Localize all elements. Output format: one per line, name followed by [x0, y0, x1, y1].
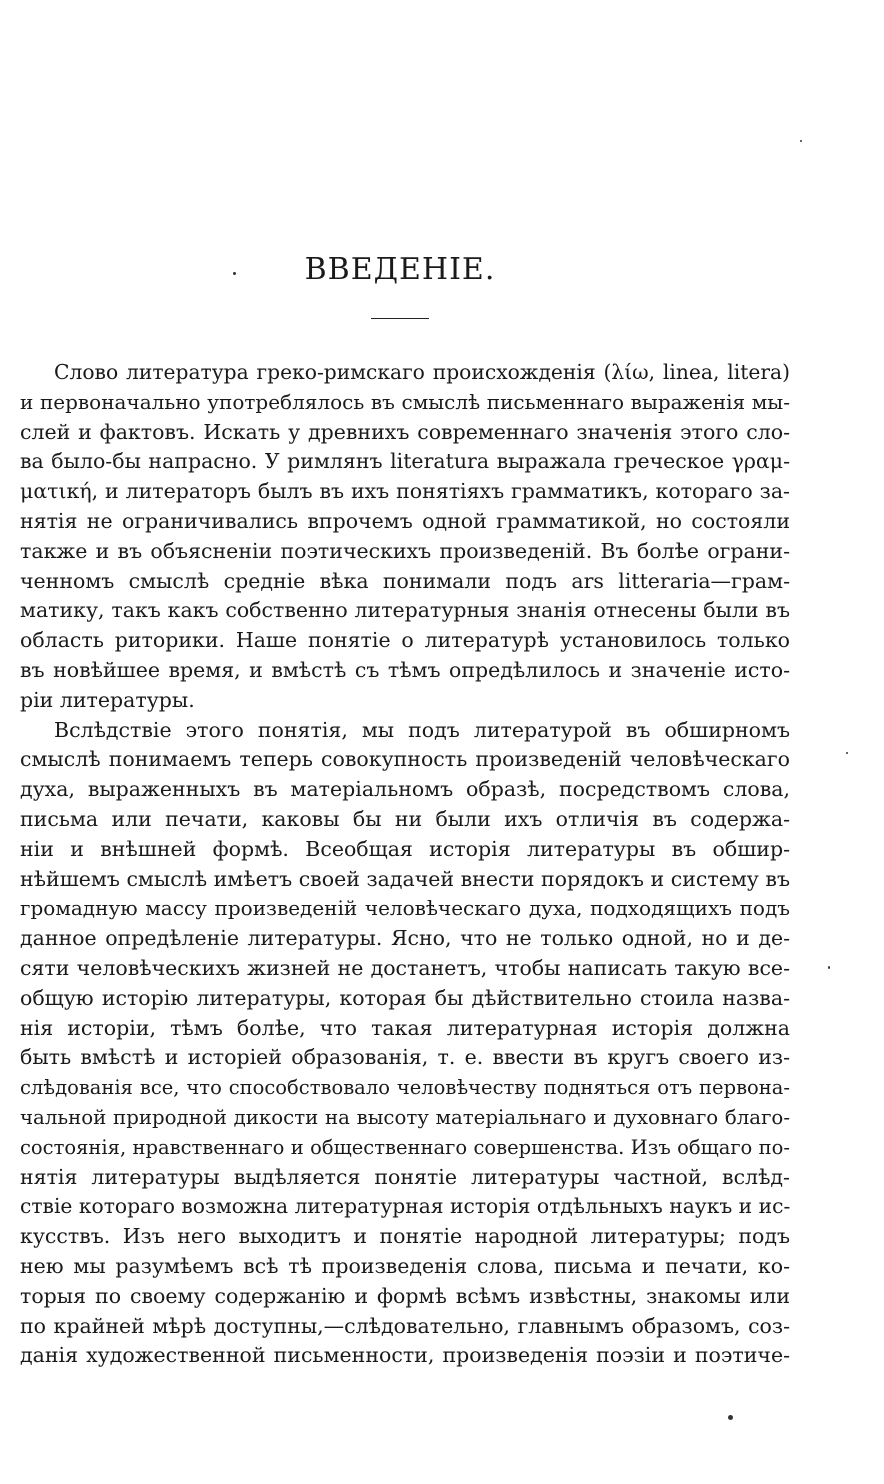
text-line: нятія литературы выдѣляется понятіе литературы частной, вслѣд- [20, 1164, 790, 1189]
title-rule [371, 318, 429, 319]
text-line: матику, такъ какъ собственно литературныя знанія отнесены были въ [20, 598, 790, 623]
text-line: чальной природной дикости на высоту матеріальнаго и духовнаго благо- [20, 1105, 790, 1129]
text-line: письма или печати, каковы бы ни были ихъ отличія въ содержа- [20, 806, 790, 831]
text-line: Слово литература греко-римскаго происхожденія (λίω, linea, litera) [54, 360, 790, 384]
text-line: данія художественной письменности, произведенія поэзіи и поэтиче- [20, 1343, 790, 1368]
text-line: состоянія, нравственнаго и общественнаго совершенства. Изъ общаго по- [20, 1135, 790, 1159]
text-line: нія исторіи, тѣмъ болѣе, что такая литературная исторія должна [20, 1015, 790, 1040]
text-line: ματική, и литераторъ былъ въ ихъ понятіяхъ грамматикъ, котораго за- [20, 479, 790, 504]
paragraph-1 [20, 358, 790, 716]
text-line: по крайней мѣрѣ доступны,—слѣдовательно, главнымъ образомъ, соз- [20, 1313, 790, 1338]
text-line: ченномъ смыслѣ средніе вѣка понимали подъ ars litteraria—грам- [20, 568, 790, 593]
text-line: быть вмѣстѣ и исторіей образованія, т. е. ввести въ кругъ своего из- [20, 1045, 790, 1070]
text-line: духа, выраженныхъ въ матеріальномъ образѣ, посредствомъ слова, [20, 777, 790, 802]
text-line: данное опредѣленіе литературы. Ясно, что не только одной, но и де- [20, 926, 790, 951]
text-line: въ новѣйшее время, и вмѣстѣ съ тѣмъ опредѣлилось и значеніе исто- [20, 657, 790, 682]
text-line: слей и фактовъ. Искать у древнихъ современнаго значенія этого сло- [20, 419, 790, 444]
text-line: ва было-бы напрасно. У римлянъ literatura выражала греческое γραμ- [20, 449, 790, 474]
text-line: общую исторію литературы, которая бы дѣйствительно стоила назва- [20, 985, 790, 1010]
text-line: ріи литературы. [20, 687, 195, 712]
text-line: смыслѣ понимаемъ теперь совокупность произведеній человѣческаго [20, 747, 790, 772]
text-line: область риторики. Наше понятіе о литературѣ установилось только [20, 628, 790, 653]
scan-speck [800, 140, 802, 142]
text-line: торыя по своему содержанію и формѣ всѣмъ извѣстны, знакомы или [20, 1283, 790, 1308]
text-line: кусствъ. Изъ него выходитъ и понятіе народной литературы; подъ [20, 1224, 790, 1249]
text-line: и первоначально употреблялось въ смыслѣ письменнаго выраженія мы- [20, 389, 790, 414]
scan-speck [828, 966, 830, 969]
text-line: нею мы разумѣемъ всѣ тѣ произведенія слова, письма и печати, ко- [20, 1253, 790, 1278]
body-text [20, 358, 790, 1371]
text-line: сяти человѣческихъ жизней не достанетъ, чтобы написать такую все- [20, 955, 790, 980]
scan-speck [728, 1415, 733, 1420]
text-line: ствіе котораго возможна литературная исторія отдѣльныхъ наукъ и ис- [20, 1194, 791, 1219]
text-line: нѣйшемъ смыслѣ имѣетъ своей задачей внести порядокъ и систему въ [20, 866, 790, 891]
chapter-title: ВВЕДЕНІЕ. [304, 252, 496, 287]
scan-speck [233, 272, 236, 275]
text-line: нятія не ограничивались впрочемъ одной грамматикой, но состояли [20, 508, 790, 533]
text-line: ніи и внѣшней формѣ. Всеобщая исторія литературы въ обшир- [20, 836, 790, 861]
paragraph-2 [20, 716, 790, 1372]
scan-speck [846, 752, 848, 754]
text-line: громадную массу произведеній человѣческаго духа, подходящихъ подъ [20, 896, 790, 921]
text-line: также и въ объясненіи поэтическихъ произведеній. Въ болѣе ограни- [20, 538, 790, 563]
text-line: слѣдованія все, что способствовало человѣчеству подняться отъ первона- [20, 1076, 790, 1100]
text-line: Вслѣдствіе этого понятія, мы подъ литературой въ обширномъ [54, 717, 790, 742]
